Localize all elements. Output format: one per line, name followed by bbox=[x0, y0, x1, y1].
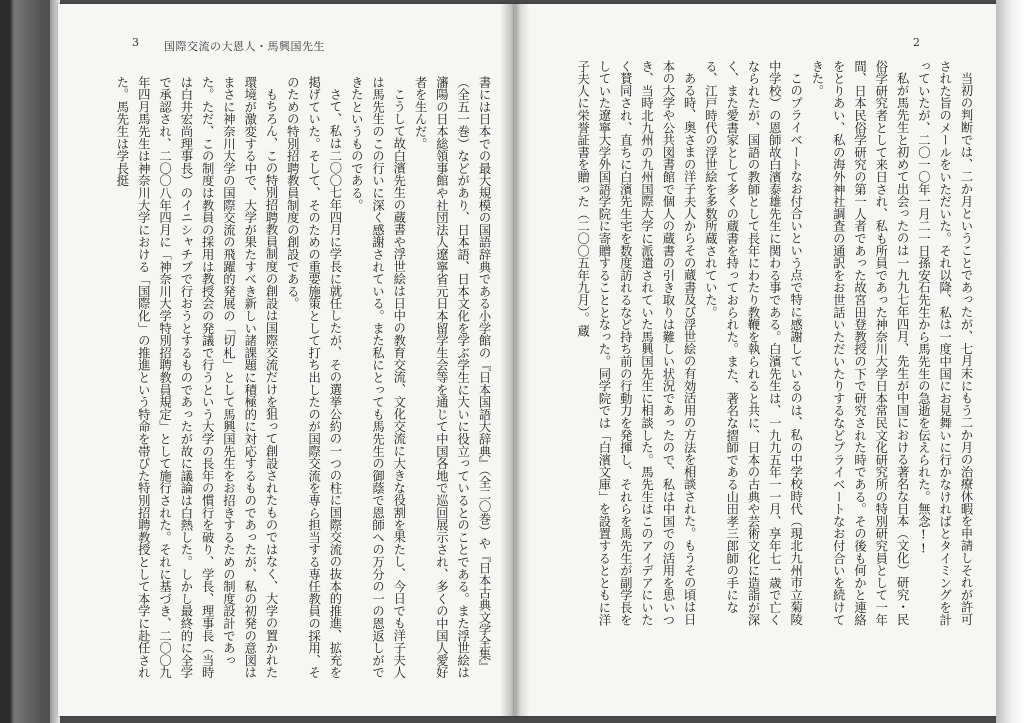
right-page-edge bbox=[996, 0, 1024, 723]
running-head: 国際交流の大恩人・馬興国先生 bbox=[164, 40, 325, 53]
paragraph: 書には日本での最大規模の国語辞典である小学館の『日本国語大辞典』（全二〇巻）や『日本古典文学全集』（全五一巻）などがあり、日本語、日本文化を学ぶ学生に大いに役立っているとのことである。また浮世絵は瀋陽の日本総領事館や社団法人遼寧省元日本留学生会等を通じて中国各地で巡回展示され、多くの中国人愛好者を生んだ。 bbox=[413, 76, 491, 679]
paragraph: 私が馬先生と初めて出会ったのは一九九七年四月、先生が中国における著名な日本（文化）研究・民俗学研究者として来日され、私も所員であった神奈川大学日本常民文化研究所の特別研究員として一年間、日本民俗学研究の第一人者であった故宮田登教授の下で研究された時である。その後も何かと連絡をとりあい、私の海外神社調査の通訳をお世話いただいたりするなどプライベートなお付合いを続けてきた。 bbox=[809, 60, 910, 626]
paragraph: さて、私は二〇〇七年四月に学長に就任したが、その選挙公約の一つの柱に国際交流の抜本的推進、拡充を掲げていた。そして、そのための重要施策として打ち出したのが国際交流を専ら担当する専任教員の採用、そのための特別招聘教員制度の創設である。 bbox=[285, 76, 342, 679]
left-page-number: 3 bbox=[132, 36, 139, 49]
left-page-body bbox=[80, 76, 494, 684]
paragraph: 当初の判断では、二か月ということであったが、七月末にもう二か月の治療休暇を申請しそれが許可された旨のメールをいただいた。それ以降、私は一度中国にお見舞いに行かなければとタイミングを計っていたが、二〇一〇年一月二一日孫安石先生から馬先生の急逝を伝えられた。無念!! bbox=[916, 60, 973, 626]
paragraph: ある時、奥さまの洋子夫人からその蔵書及び浮世絵の有効活用の方法を相談された。もうその頃は日本の大学や公共図書館で個人の蔵書の引き取りは難しい状況であったので、私は中国での活用を思いつき、当時北九州の九州国際大学に派遣されていた馬興国先生に相談した。馬先生はこのアイデアにいたく賛同され、直ちに白濱先生宅を数度訪れるなど持ち前の行動力を発揮し、それらを馬先生が副学長をしていた遼寧大学外国語学院に寄贈することとなった。同学院では「白濱文庫」を設置するとともに洋子夫人に栄誉証書を贈った（二〇〇五年九月）。蔵 bbox=[575, 60, 697, 626]
paragraph: こうして故白濱先生の蔵書や浮世絵は日中の教育交流、文化交流に大きな役割を果たし、今日でも洋子夫人は馬先生のこの行いに深く感謝されている。また私にとっても馬先生の御蔭で恩師への万分の一の恩返しができたというものである。 bbox=[349, 76, 406, 679]
paragraph: もちろん、この特別招聘教員制度の創設は国際交流だけを狙って創設されたものではなく、大学の置かれた環境が激変する中で、大学が果たすべき新しい諸課題に積極的に対応するものであったが、私の初発の意図はまさに神奈川大学の国際交流の飛躍的発展の「切札」として馬興国先生をお招きするための制度設計であった。ただ、この制度は教員の採用は教授会の発議で行うという大学の長年の慣行を破り、学長、理事長（当時は白井宏尚理事長）のイニシャチブで行おうとするものであったが故に議論は白熱した。しかし最終的に全学で承認され、二〇〇八年四月に「神奈川大学特別招聘教員規定」として施行された。それに基づき、二〇〇九年四月馬先生は神奈川大学における「国際化」の推進という特命を帯びた特別招聘教授として本学に赴任された。馬先生は学長挺 bbox=[114, 76, 279, 679]
right-page-number: 2 bbox=[913, 36, 920, 49]
right-page-body bbox=[556, 60, 976, 638]
paragraph: このプライベートなお付合いという点で特に感謝しているのは、私の中学校時代（現北九州市立菊陵中学校）の恩師故白濱泰雄先生に関わる事である。白濱先生は、一九九五年一一月、享年七一歳で亡くなられたが、国語の教師として長年にわたり教鞭を執られると共に、日本の古典や芸術文化に造詣が深く、また愛書家として多くの蔵書を持っておられた。また、著名な摺師である山田孝三郎師の手になる、江戸時代の浮世絵を多数所蔵されていた。 bbox=[703, 60, 803, 626]
